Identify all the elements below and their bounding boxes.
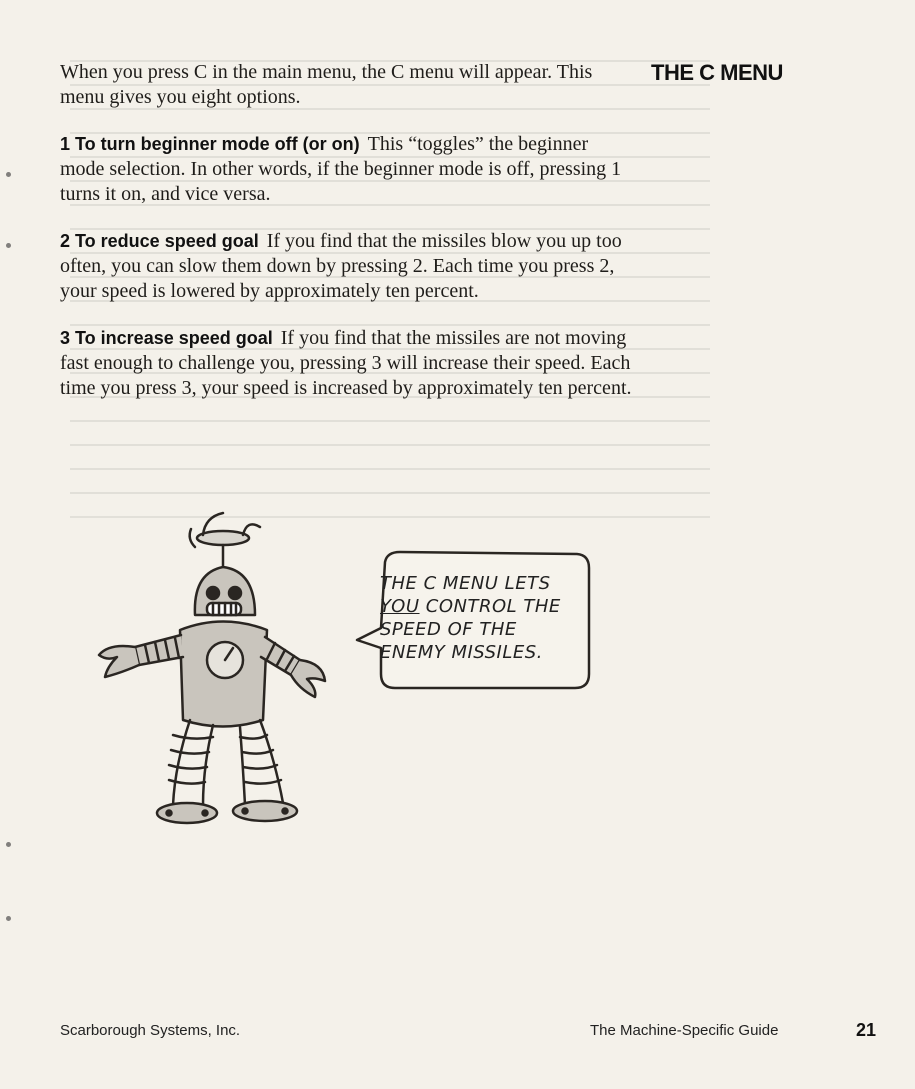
- option-body: If you find that the missiles are not moving fast enough to challenge you, pressing 3 will increase their speed. Each time you press 3, your speed is increased by approximately ten percent.: [60, 327, 632, 399]
- option-body: This “toggles” the beginner mode selection. In other words, if the beginner mode is off, pressing 1 turns it on, and vice versa.: [60, 133, 622, 205]
- bubble-line: THE C MENU LETS: [380, 573, 551, 594]
- section-heading: THE C MENU: [651, 60, 783, 85]
- binder-hole-mark: [6, 916, 11, 921]
- robot-illustration: [95, 505, 355, 835]
- intro-paragraph: When you press C in the main menu, the C menu will appear. This menu gives you eight options.: [60, 61, 593, 108]
- binder-hole-mark: [6, 842, 11, 847]
- bubble-line: SPEED OF THE: [380, 619, 517, 640]
- option-paragraph: [60, 326, 632, 401]
- option-title: 2 To reduce speed goal: [60, 231, 259, 251]
- bubble-line-rest: CONTROL THE: [419, 596, 561, 617]
- bubble-underlined-word: YOU: [380, 596, 420, 617]
- footer-guide-title: The Machine-Specific Guide: [590, 1022, 779, 1039]
- option-title: 3 To increase speed goal: [60, 328, 273, 348]
- body-text: [60, 60, 632, 423]
- bubble-line: ENEMY MISSILES.: [380, 642, 543, 663]
- speech-bubble-text: [380, 572, 570, 664]
- option-title: 1 To turn beginner mode off (or on): [60, 134, 360, 154]
- binder-hole-mark: [6, 172, 11, 177]
- option-body: If you find that the missiles blow you up too often, you can slow them down by pressing 2. Each time you press 2, your speed is lowered by approximately ten percent.: [60, 230, 622, 302]
- footer-publisher: Scarborough Systems, Inc.: [60, 1022, 241, 1039]
- bubble-line: [380, 595, 570, 618]
- option-paragraph: [60, 132, 632, 207]
- binder-hole-mark: [6, 243, 11, 248]
- page-number: 21: [856, 1020, 877, 1040]
- option-paragraph: [60, 229, 632, 304]
